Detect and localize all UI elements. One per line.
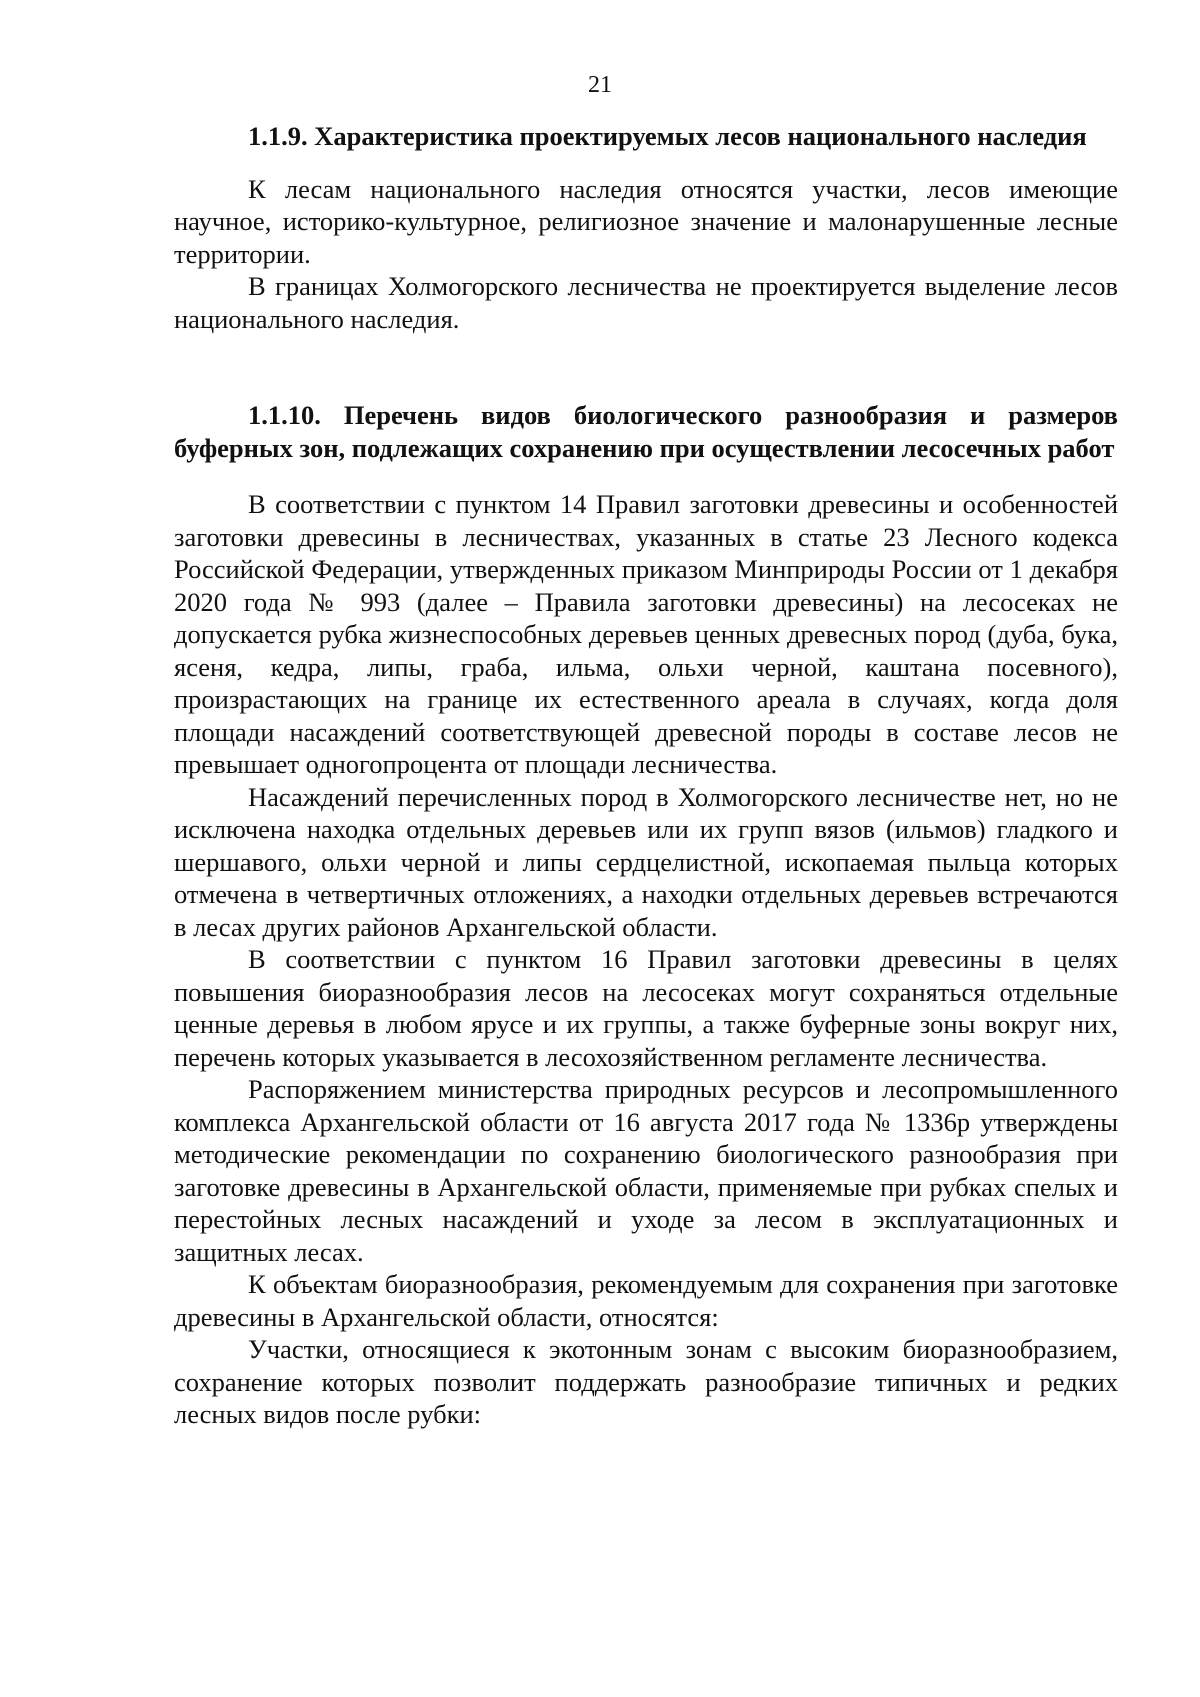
- paragraph: К лесам национального наследия относятся участки, лесов имеющие научное, историко-культурное, религиозное значение и малонарушенные лесные территории.: [174, 173, 1118, 269]
- paragraph: Распоряжением министерства природных ресурсов и лесопромышленного комплекса Архангельской области от 16 августа 2017 года № 1336р утверждены методические рекомендации по сохранению биологического разнообразия при заготовке древесины в Архангельской области, применяемые при рубках спелых и перестойных лесных насаждений и уходе за лесом в эксплуатационных и защитных лесах.: [174, 1074, 1118, 1267]
- page-number: 21: [588, 72, 612, 98]
- paragraph: В соответствии с пунктом 14 Правил заготовки древесины и особенностей заготовки древесины в лесничествах, указанных в статье 23 Лесного кодекса Российской Федерации, утвержденных приказом Минприроды России от 1 декабря 2020 года № 993 (далее – Правила заготовки древесины) на лесосеках не допускается рубка жизнеспособных деревьев ценных древесных пород (дуба, бука, ясеня, кедра, липы, граба, ильма, ольхи черной, каштана посевного), произрастающих на границе их естественного ареала в случаях, когда доля площади насаждений соответствующей древесной породы в составе лесов не превышает одногопроцента от площади лесничества.: [174, 489, 1118, 779]
- page-content: [174, 120, 1118, 1431]
- section-heading-1-1-9: 1.1.9. Характеристика проектируемых лесов национального наследия: [248, 121, 1087, 151]
- paragraph: К объектам биоразнообразия, рекомендуемым для сохранения при заготовке древесины в Архангельской области, относятся:: [174, 1269, 1118, 1332]
- paragraph: В границах Холмогорского лесничества не проектируется выделение лесов национального наследия.: [174, 271, 1118, 334]
- paragraph: Насаждений перечисленных пород в Холмогорского лесничестве нет, но не исключена находка отдельных деревьев или их групп вязов (ильмов) гладкого и шершавого, ольхи черной и липы сердцелистной, ископаемая пыльца которых отмечена в четвертичных отложениях, а находки отдельных деревьев встречаются в лесах других районов Архангельской области.: [174, 781, 1118, 942]
- paragraph: Участки, относящиеся к экотонным зонам с высоким биоразнообразием, сохранение которых позволит поддержать разнообразие типичных и редких лесных видов после рубки:: [174, 1334, 1118, 1429]
- paragraph: В соответствии с пунктом 16 Правил заготовки древесины в целях повышения биоразнообразия лесов на лесосеках могут сохраняться отдельные ценные деревья в любом ярусе и их группы, а также буферные зоны вокруг них, перечень которых указывается в лесохозяйственном регламенте лесничества.: [174, 944, 1118, 1072]
- section-heading-1-1-10: 1.1.10. Перечень видов биологического разнообразия и размеров буферных зон, подлежащих сохранению при осуществлении лесосечных работ: [174, 400, 1118, 463]
